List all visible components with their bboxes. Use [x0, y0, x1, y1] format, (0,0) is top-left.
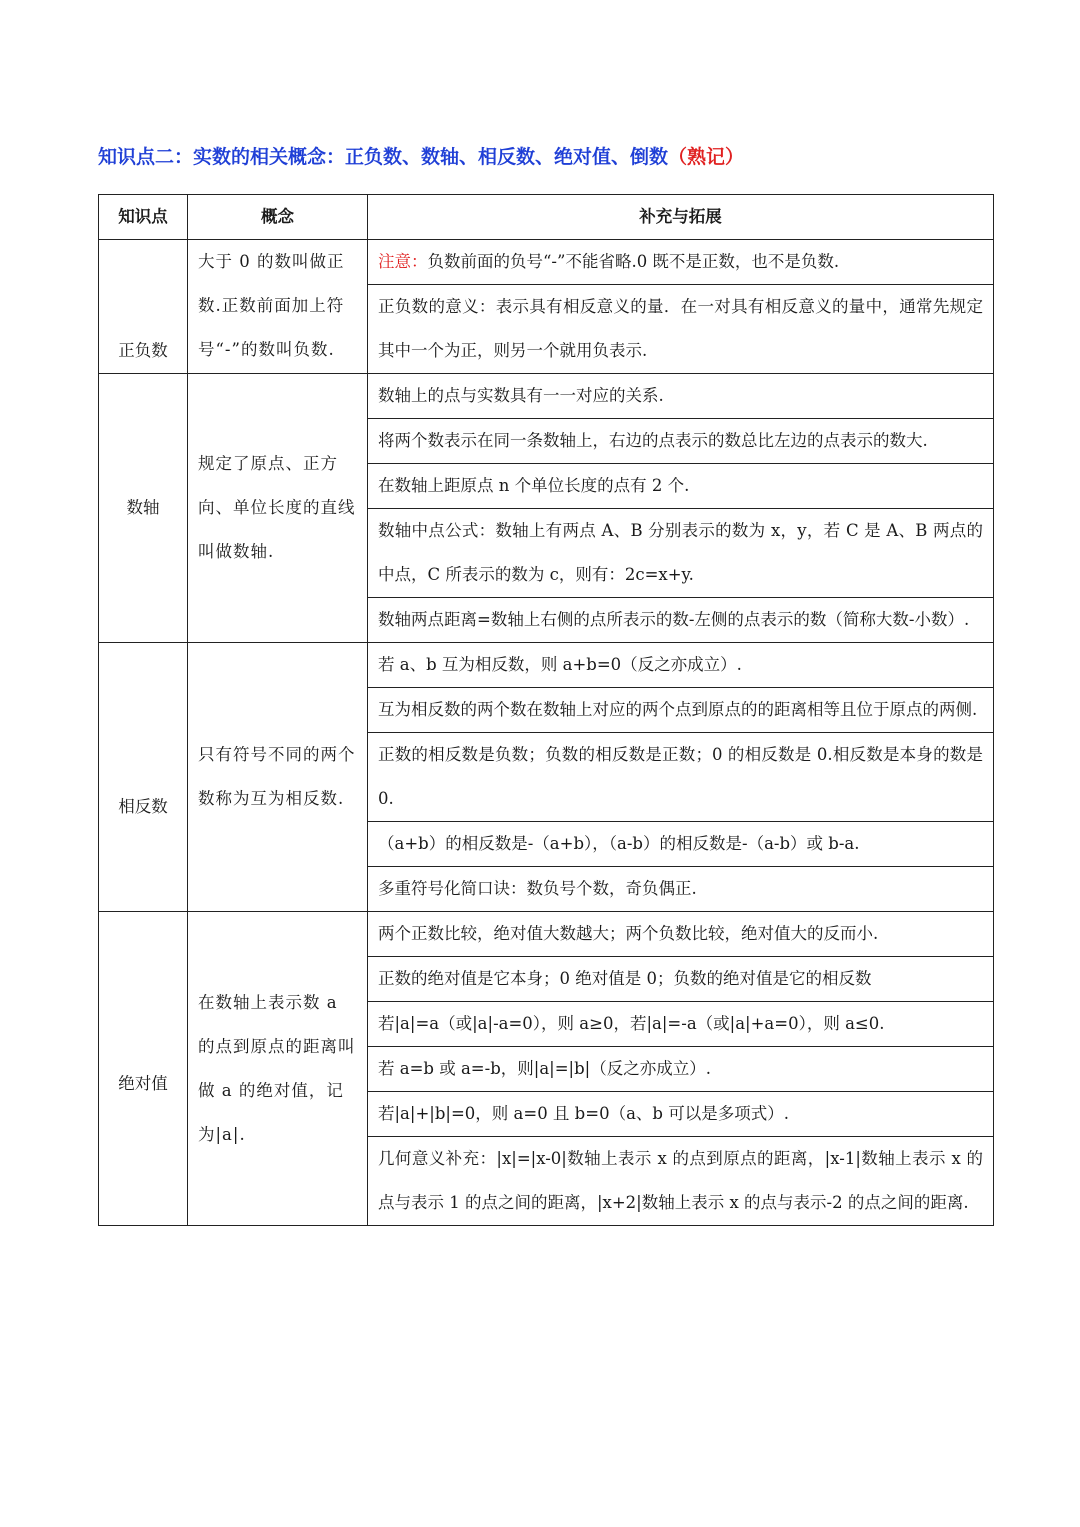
- supplement-cell: [368, 240, 994, 285]
- concept-opposite-number: 只有符号不同的两个数称为互为相反数.: [188, 643, 368, 912]
- supplement-cell: 两个正数比较，绝对值大数越大；两个负数比较，绝对值大的反而小.: [368, 912, 994, 957]
- supplement-cell: 几何意义补充：|x|=|x-0|数轴上表示 x 的点到原点的距离，|x-1|数轴上表示 x 的点与表示 1 的点之间的距离，|x+2|数轴上表示 x 的点与表示-2 的点之间的距离.: [368, 1137, 994, 1226]
- point-opposite-number: 相反数: [99, 643, 188, 912]
- supplement-cell: 在数轴上距原点 n 个单位长度的点有 2 个.: [368, 464, 994, 509]
- supplement-text: 负数前面的负号“-”不能省略.0 既不是正数，也不是负数.: [427, 252, 840, 271]
- header-knowledge-point: 知识点: [99, 195, 188, 240]
- point-positive-negative: 正负数: [99, 240, 188, 374]
- supplement-cell: 若|a|+|b|=0，则 a=0 且 b=0（a、b 可以是多项式）.: [368, 1092, 994, 1137]
- concept-positive-negative: 大于 0 的数叫做正数.正数前面加上符号“-”的数叫负数.: [188, 240, 368, 374]
- concept-number-line: 规定了原点、正方向、单位长度的直线叫做数轴.: [188, 374, 368, 643]
- supplement-cell: 多重符号化简口诀：数负号个数，奇负偶正.: [368, 867, 994, 912]
- supplement-cell: 互为相反数的两个数在数轴上对应的两个点到原点的的距离相等且位于原点的两侧.: [368, 688, 994, 733]
- supplement-cell: 数轴上的点与实数具有一一对应的关系.: [368, 374, 994, 419]
- note-label: 注意：: [378, 252, 428, 271]
- heading-main: 知识点二：实数的相关概念：正负数、数轴、相反数、绝对值、倒数: [98, 146, 669, 168]
- supplement-cell: 正负数的意义：表示具有相反意义的量．在一对具有相反意义的量中，通常先规定其中一个为正，则另一个就用负表示.: [368, 285, 994, 374]
- supplement-cell: 数轴中点公式：数轴上有两点 A、B 分别表示的数为 x，y，若 C 是 A、B 两点的中点，C 所表示的数为 c，则有：2c=x+y.: [368, 509, 994, 598]
- table-row: [99, 240, 994, 285]
- table-row: [99, 912, 994, 957]
- supplement-cell: （a+b）的相反数是-（a+b），（a-b）的相反数是-（a-b）或 b-a.: [368, 822, 994, 867]
- heading-tag: （熟记）: [668, 146, 745, 168]
- knowledge-table: [98, 194, 994, 1226]
- table-row: [99, 643, 994, 688]
- table-header-row: [99, 195, 994, 240]
- header-concept: 概念: [188, 195, 368, 240]
- point-number-line: 数轴: [99, 374, 188, 643]
- table-row: [99, 374, 994, 419]
- supplement-cell: 数轴两点距离=数轴上右侧的点所表示的数-左侧的点表示的数（简称大数-小数）.: [368, 598, 994, 643]
- supplement-cell: 将两个数表示在同一条数轴上，右边的点表示的数总比左边的点表示的数大.: [368, 419, 994, 464]
- header-supplement: 补充与拓展: [368, 195, 994, 240]
- section-heading: [98, 140, 998, 174]
- supplement-cell: 若 a=b 或 a=-b，则|a|=|b|（反之亦成立）.: [368, 1047, 994, 1092]
- point-absolute-value: 绝对值: [99, 912, 188, 1226]
- supplement-cell: 若|a|=a（或|a|-a=0），则 a≥0，若|a|=-a（或|a|+a=0），则 a≤0.: [368, 1002, 994, 1047]
- supplement-cell: 正数的相反数是负数；负数的相反数是正数；0 的相反数是 0.相反数是本身的数是 0.: [368, 733, 994, 822]
- supplement-cell: 若 a、b 互为相反数，则 a+b=0（反之亦成立）.: [368, 643, 994, 688]
- supplement-cell: 正数的绝对值是它本身；0 绝对值是 0；负数的绝对值是它的相反数: [368, 957, 994, 1002]
- concept-absolute-value: 在数轴上表示数 a 的点到原点的距离叫做 a 的绝对值，记为|a|.: [188, 912, 368, 1226]
